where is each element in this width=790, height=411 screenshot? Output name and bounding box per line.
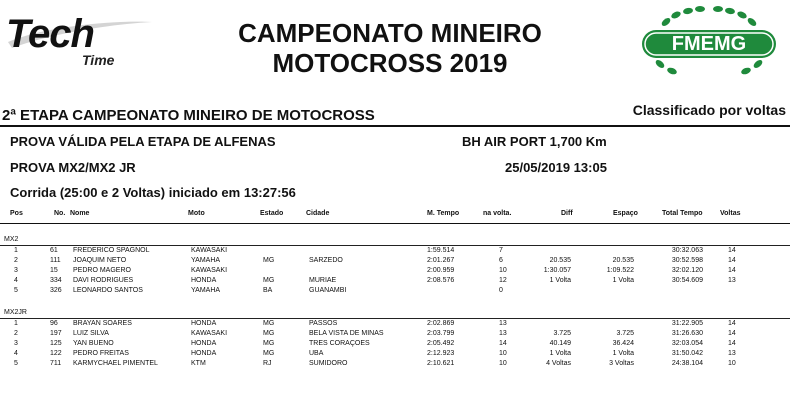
cell-espaco: 1 Volta <box>612 350 634 357</box>
track-info: BH AIR PORT 1,700 Km <box>462 134 607 149</box>
cell-cidade: UBA <box>309 350 324 357</box>
cell-total: 31:26.630 <box>671 330 703 337</box>
cell-navolta: 13 <box>499 320 507 327</box>
group-label: MX2JR <box>4 309 27 316</box>
col-pos: Pos <box>10 210 23 217</box>
cell-no: 326 <box>50 287 62 294</box>
cell-total: 31:22.905 <box>671 320 703 327</box>
race-datetime: 25/05/2019 13:05 <box>505 160 607 175</box>
cell-cidade: PASSOS <box>309 320 338 327</box>
cell-moto: HONDA <box>191 340 217 347</box>
cell-mtempo: 2:05.492 <box>427 340 455 347</box>
cell-total: 24:38.104 <box>671 360 703 367</box>
cell-voltas: 14 <box>728 320 736 327</box>
cell-estado: MG <box>263 257 275 264</box>
cell-estado: MG <box>263 340 275 347</box>
sort-label: Classificado por voltas <box>632 102 786 118</box>
table-row <box>0 256 790 266</box>
cell-nome: JOAQUIM NETO <box>73 257 127 264</box>
cell-voltas: 14 <box>728 257 736 264</box>
cell-mtempo: 1:59.514 <box>427 247 455 254</box>
cell-total: 30:32.063 <box>671 247 703 254</box>
cell-pos: 3 <box>14 340 18 347</box>
cell-pos: 4 <box>14 350 18 357</box>
col-total: Total Tempo <box>662 210 703 217</box>
cell-mtempo: 2:00.959 <box>427 267 455 274</box>
col-no: No. <box>54 210 66 217</box>
cell-total: 30:54.609 <box>671 277 703 284</box>
cell-espaco: 3.725 <box>616 330 634 337</box>
col-diff: Diff <box>561 210 573 217</box>
col-nome: Nome <box>70 210 90 217</box>
cell-diff: 1 Volta <box>549 350 571 357</box>
cell-cidade: TRES CORAÇOES <box>309 340 370 347</box>
cell-pos: 2 <box>14 330 18 337</box>
tech-time-logo <box>6 12 156 74</box>
cell-moto: KAWASAKI <box>191 267 228 274</box>
cell-mtempo: 2:02.869 <box>427 320 455 327</box>
logo-tech-word: Tech <box>6 12 94 56</box>
cell-pos: 1 <box>14 247 18 254</box>
table-row <box>0 359 790 369</box>
cell-nome: PEDRO FREITAS <box>73 350 129 357</box>
col-estado: Estado <box>260 210 284 217</box>
logo-time-word: Time <box>82 52 115 68</box>
header-divider <box>0 223 790 224</box>
cell-espaco: 1:09.522 <box>606 267 634 274</box>
cell-diff: 4 Voltas <box>546 360 571 367</box>
cell-no: 111 <box>50 257 61 264</box>
prova-name: PROVA MX2/MX2 JR <box>10 160 136 175</box>
cell-nome: KARMYCHAEL PIMENTEL <box>73 360 158 367</box>
cell-navolta: 12 <box>499 277 507 284</box>
cell-moto: YAMAHA <box>191 257 221 264</box>
cell-total: 31:50.042 <box>671 350 703 357</box>
table-row <box>0 349 790 359</box>
cell-estado: MG <box>263 277 275 284</box>
cell-estado: BA <box>263 287 273 294</box>
cell-no: 334 <box>50 277 62 284</box>
table-row <box>0 319 790 329</box>
col-voltas: Voltas <box>720 210 741 217</box>
col-cidade: Cidade <box>306 210 330 217</box>
cell-espaco: 3 Voltas <box>609 360 634 367</box>
cell-estado: MG <box>263 350 275 357</box>
cell-espaco: 36.424 <box>612 340 634 347</box>
cell-moto: HONDA <box>191 277 217 284</box>
table-row <box>0 246 790 256</box>
prova-valida: PROVA VÁLIDA PELA ETAPA DE ALFENAS <box>10 134 276 149</box>
section-bar <box>0 101 790 127</box>
cell-voltas: 14 <box>728 267 736 274</box>
cell-nome: BRAYAN SOARES <box>73 320 132 327</box>
cell-moto: HONDA <box>191 350 217 357</box>
cell-navolta: 13 <box>499 330 507 337</box>
cell-espaco: 1 Volta <box>612 277 634 284</box>
title-line-2: MOTOCROSS 2019 <box>272 48 508 78</box>
cell-voltas: 14 <box>728 330 736 337</box>
col-moto: Moto <box>188 210 205 217</box>
cell-voltas: 14 <box>728 247 736 254</box>
cell-no: 711 <box>50 360 62 367</box>
cell-nome: YAN BUENO <box>73 340 114 347</box>
cell-total: 32:03.054 <box>671 340 703 347</box>
cell-voltas: 10 <box>728 360 736 367</box>
table-row <box>0 276 790 286</box>
page-title <box>190 18 590 78</box>
cell-pos: 4 <box>14 277 18 284</box>
col-espaco: Espaço <box>613 210 638 217</box>
cell-pos: 1 <box>14 320 18 327</box>
cell-pos: 5 <box>14 360 18 367</box>
cell-no: 15 <box>50 267 58 274</box>
cell-no: 61 <box>50 247 58 254</box>
cell-voltas: 13 <box>728 277 736 284</box>
col-navolta: na volta. <box>483 210 512 217</box>
cell-espaco: 20.535 <box>612 257 634 264</box>
table-row <box>0 329 790 339</box>
cell-voltas: 14 <box>728 340 736 347</box>
cell-nome: LEONARDO SANTOS <box>73 287 143 294</box>
section-title: 2ª ETAPA CAMPEONATO MINEIRO DE MOTOCROSS <box>2 107 375 124</box>
table-header <box>0 210 790 222</box>
cell-moto: YAMAHA <box>191 287 221 294</box>
table-row <box>0 266 790 276</box>
cell-navolta: 10 <box>499 267 507 274</box>
cell-estado: MG <box>263 330 275 337</box>
cell-total: 30:52.598 <box>671 257 703 264</box>
cell-cidade: MURIAE <box>309 277 337 284</box>
cell-estado: RJ <box>263 360 272 367</box>
cell-mtempo: 2:08.576 <box>427 277 455 284</box>
cell-no: 125 <box>50 340 62 347</box>
cell-voltas: 13 <box>728 350 736 357</box>
cell-moto: KAWASAKI <box>191 330 228 337</box>
cell-pos: 2 <box>14 257 18 264</box>
cell-navolta: 6 <box>499 257 503 264</box>
title-line-1: CAMPEONATO MINEIRO <box>238 18 542 48</box>
cell-mtempo: 2:12.923 <box>427 350 455 357</box>
cell-no: 197 <box>50 330 62 337</box>
cell-moto: HONDA <box>191 320 217 327</box>
group-label: MX2 <box>4 236 19 243</box>
cell-diff: 1:30.057 <box>543 267 571 274</box>
table-row <box>0 286 790 296</box>
cell-navolta: 10 <box>499 350 507 357</box>
fmemg-logo <box>636 4 782 78</box>
cell-cidade: BELA VISTA DE MINAS <box>309 330 384 337</box>
cell-navolta: 0 <box>499 287 503 294</box>
cell-no: 122 <box>50 350 62 357</box>
cell-cidade: SARZEDO <box>309 257 343 264</box>
cell-total: 32:02.120 <box>671 267 703 274</box>
cell-navolta: 14 <box>499 340 507 347</box>
fmemg-text: FMEMG <box>671 33 747 55</box>
cell-nome: DAVI RODRIGUES <box>73 277 134 284</box>
table-row <box>0 339 790 349</box>
col-mtempo: M. Tempo <box>427 210 460 217</box>
cell-estado: MG <box>263 320 275 327</box>
cell-nome: LUIZ SILVA <box>73 330 109 337</box>
cell-diff: 40.149 <box>549 340 571 347</box>
cell-navolta: 10 <box>499 360 507 367</box>
cell-mtempo: 2:03.799 <box>427 330 455 337</box>
cell-pos: 3 <box>14 267 18 274</box>
cell-nome: FREDERICO SPAGNOL <box>73 247 150 254</box>
cell-moto: KTM <box>191 360 206 367</box>
cell-cidade: SUMIDORO <box>309 360 348 367</box>
cell-navolta: 7 <box>499 247 503 254</box>
cell-diff: 3.725 <box>553 330 571 337</box>
cell-nome: PEDRO MAGERO <box>73 267 131 274</box>
cell-mtempo: 2:10.621 <box>427 360 455 367</box>
cell-no: 96 <box>50 320 58 327</box>
cell-diff: 20.535 <box>549 257 571 264</box>
cell-diff: 1 Volta <box>549 277 571 284</box>
cell-cidade: GUANAMBI <box>309 287 347 294</box>
cell-pos: 5 <box>14 287 18 294</box>
cell-moto: KAWASAKI <box>191 247 228 254</box>
cell-mtempo: 2:01.267 <box>427 257 455 264</box>
corrida-info: Corrida (25:00 e 2 Voltas) iniciado em 13:27:56 <box>10 185 296 200</box>
